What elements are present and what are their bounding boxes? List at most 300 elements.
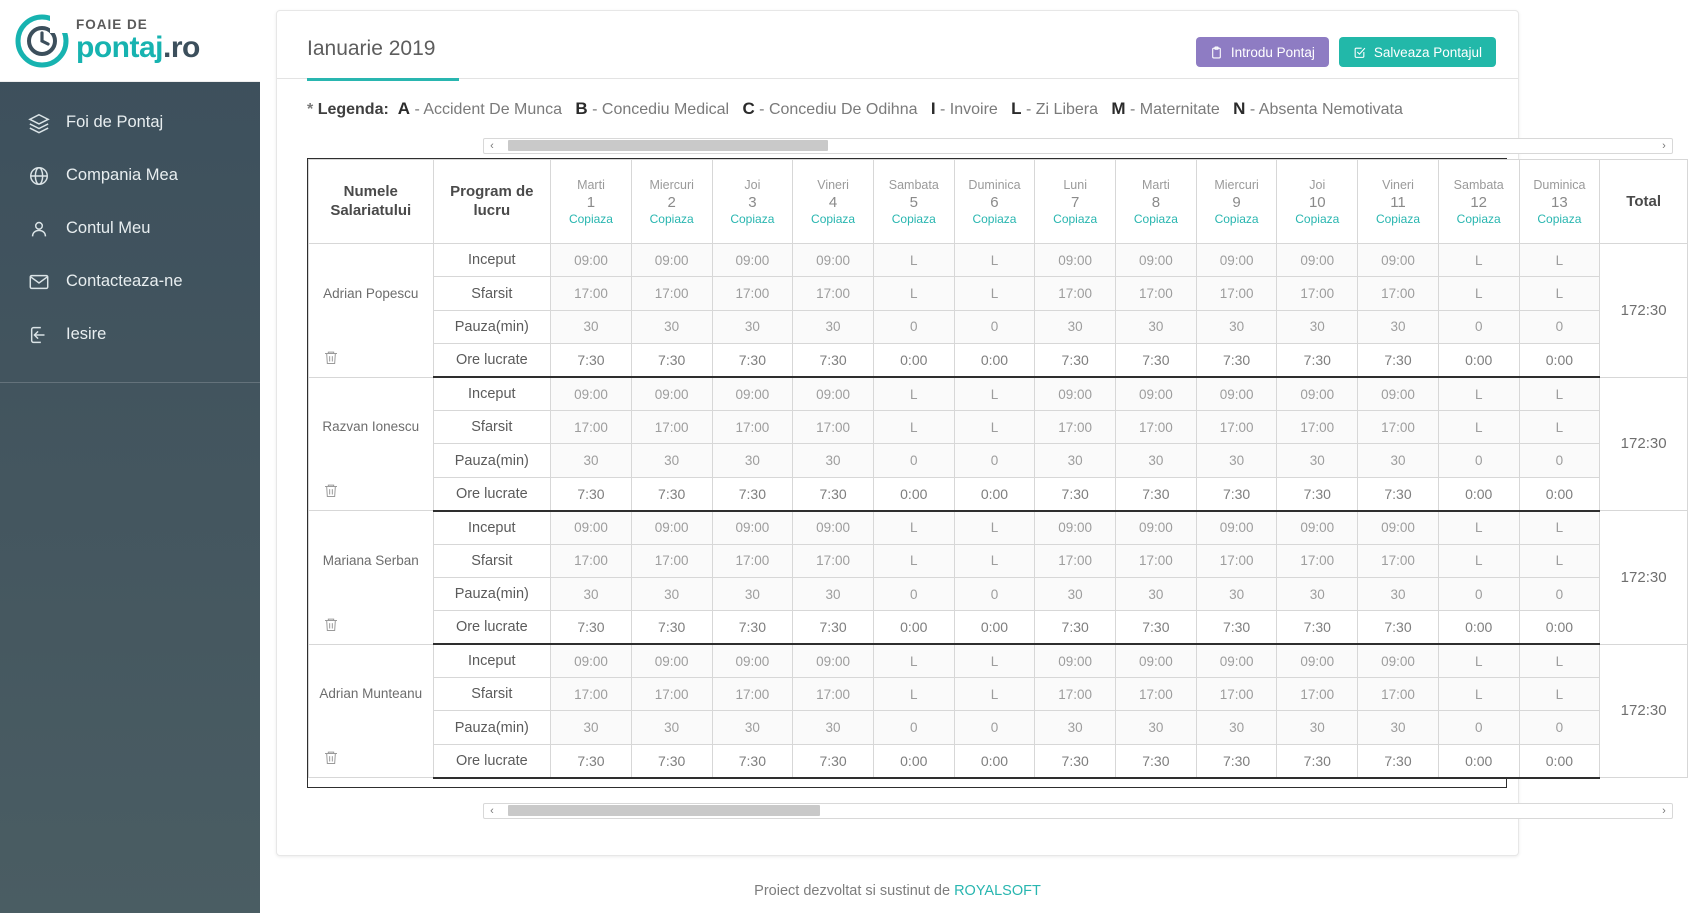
cell-inceput-day-9[interactable]: 09:00 [1196,511,1277,544]
cell-sfarsit-day-7[interactable]: 17:00 [1035,410,1116,443]
day-number: 12 [1470,193,1488,211]
cell-inceput-day-6[interactable]: L [954,644,1035,677]
cell-sfarsit-day-5[interactable]: L [873,678,954,711]
scroll-left-arrow[interactable]: ‹ [490,805,494,817]
cell-inceput-day-13[interactable]: L [1519,377,1600,410]
cell-inceput-day-11[interactable]: 09:00 [1358,511,1439,544]
cell-pauza-day-6[interactable]: 0 [954,577,1035,610]
table-row [309,344,1688,377]
delete-employee-icon[interactable] [323,616,339,636]
legend-text-l: - Zi Libera [1026,101,1099,118]
cell-ore-day-6: 0:00 [954,344,1035,377]
cell-pauza-day-12[interactable]: 0 [1438,711,1519,744]
cell-ore-day-8: 7:30 [1116,344,1197,377]
cell-sfarsit-day-13[interactable]: L [1519,410,1600,443]
cell-sfarsit-day-10[interactable]: 17:00 [1277,678,1358,711]
sidebar-item-label: Contacteaza-ne [66,272,183,290]
legend [307,99,1498,119]
cell-pauza-day-7[interactable]: 30 [1035,577,1116,610]
scroll-thumb[interactable] [508,140,828,151]
footer [260,883,1535,899]
cell-pauza-day-13[interactable]: 0 [1519,577,1600,610]
cell-ore-day-7: 7:30 [1035,477,1116,510]
cell-inceput-day-12[interactable]: L [1438,377,1519,410]
delete-employee-icon[interactable] [323,482,339,502]
cell-pauza-day-9[interactable]: 30 [1196,577,1277,610]
sidebar [0,0,260,913]
cell-pauza-day-5[interactable]: 0 [873,310,954,343]
cell-inceput-day-11[interactable]: 09:00 [1358,244,1439,277]
header-day-11 [1358,160,1439,244]
cell-inceput-day-7[interactable]: 09:00 [1035,244,1116,277]
copiaza-link[interactable]: Copiaza [1456,211,1501,226]
cell-inceput-day-7[interactable]: 09:00 [1035,511,1116,544]
cell-pauza-day-2[interactable]: 30 [631,577,712,610]
cell-sfarsit-day-9[interactable]: 17:00 [1196,277,1277,310]
logo-top-text: FOAIE DE [76,17,148,33]
cell-pauza-day-7[interactable]: 30 [1035,310,1116,343]
sidebar-item-label: Contul Meu [66,219,151,237]
cell-inceput-day-10[interactable]: 09:00 [1277,244,1358,277]
cell-inceput-day-13[interactable]: L [1519,644,1600,677]
day-name: Sambata [888,177,939,192]
cell-sfarsit-day-3[interactable]: 17:00 [712,544,793,577]
scroll-thumb[interactable] [508,805,820,816]
cell-sfarsit-day-11[interactable]: 17:00 [1358,678,1439,711]
cell-sfarsit-day-1[interactable]: 17:00 [551,678,632,711]
cell-inceput-day-10[interactable]: 09:00 [1277,377,1358,410]
cell-pauza-day-6[interactable]: 0 [954,711,1035,744]
cell-inceput-day-2[interactable]: 09:00 [631,377,712,410]
cell-pauza-day-2[interactable]: 30 [631,711,712,744]
cell-inceput-day-8[interactable]: 09:00 [1116,377,1197,410]
cell-sfarsit-day-4[interactable]: 17:00 [793,277,874,310]
copiaza-link[interactable]: Copiaza [568,211,613,226]
cell-pauza-day-12[interactable]: 0 [1438,310,1519,343]
employee-name: Adrian Munteanu [319,686,423,702]
cell-pauza-day-8[interactable]: 30 [1116,577,1197,610]
cell-pauza-day-11[interactable]: 30 [1358,711,1439,744]
cell-sfarsit-day-6[interactable]: L [954,678,1035,711]
cell-pauza-day-11[interactable]: 30 [1358,577,1439,610]
legend-label: Legenda: [317,101,389,118]
cell-ore-day-11: 7:30 [1358,344,1439,377]
cell-sfarsit-day-5[interactable]: L [873,410,954,443]
cell-sfarsit-day-8[interactable]: 17:00 [1116,678,1197,711]
cell-ore-day-4: 7:30 [793,744,874,777]
footer-brand[interactable]: ROYALSOFT [954,883,1041,899]
cell-pauza-day-9[interactable]: 30 [1196,711,1277,744]
cell-pauza-day-7[interactable]: 30 [1035,711,1116,744]
cell-inceput-day-6[interactable]: L [954,377,1035,410]
cell-ore-day-9: 7:30 [1196,744,1277,777]
cell-pauza-day-12[interactable]: 0 [1438,577,1519,610]
employee-name: Adrian Popescu [323,285,419,301]
cell-inceput-day-13[interactable]: L [1519,511,1600,544]
cell-pauza-day-13[interactable]: 0 [1519,310,1600,343]
legend-code-a: A [397,99,410,118]
copiaza-link[interactable]: Copiaza [1537,211,1582,226]
cell-sfarsit-day-9[interactable]: 17:00 [1196,410,1277,443]
cell-ore-day-10: 7:30 [1277,477,1358,510]
cell-pauza-day-1[interactable]: 30 [551,310,632,343]
cell-pauza-day-2[interactable]: 30 [631,444,712,477]
cell-sfarsit-day-4[interactable]: 17:00 [793,410,874,443]
footer-text: Proiect dezvoltat si sustinut de [754,883,955,899]
copiaza-link[interactable]: Copiaza [811,211,856,226]
legend-text-a: - Accident De Munca [414,101,563,118]
cell-sfarsit-day-10[interactable]: 17:00 [1277,410,1358,443]
cell-sfarsit-day-13[interactable]: L [1519,678,1600,711]
table-row [309,511,1688,544]
cell-inceput-day-2[interactable]: 09:00 [631,244,712,277]
cell-inceput-day-5[interactable]: L [873,377,954,410]
cell-ore-day-6: 0:00 [954,744,1035,777]
day-name: Vineri [1382,177,1414,192]
cell-inceput-day-3[interactable]: 09:00 [712,644,793,677]
cell-ore-day-1: 7:30 [551,344,632,377]
sidebar-item-foi-de-pontaj[interactable] [0,96,260,149]
introdu-pontaj-button[interactable] [1196,37,1329,67]
cell-sfarsit-day-1[interactable]: 17:00 [551,277,632,310]
cell-inceput-day-8[interactable]: 09:00 [1116,511,1197,544]
cell-inceput-day-1[interactable]: 09:00 [551,511,632,544]
cell-inceput-day-4[interactable]: 09:00 [793,377,874,410]
cell-pauza-day-9[interactable]: 30 [1196,444,1277,477]
header-day-12 [1438,160,1519,244]
scroll-right-arrow[interactable]: › [1662,140,1666,152]
day-number: 9 [1232,193,1241,211]
sidebar-item-contul-meu[interactable] [0,202,260,255]
cell-ore-day-13: 0:00 [1519,744,1600,777]
cell-pauza-day-10[interactable]: 30 [1277,310,1358,343]
cell-pauza-day-13[interactable]: 0 [1519,711,1600,744]
scroll-left-arrow[interactable]: ‹ [490,140,494,152]
day-number: 4 [828,193,838,211]
cell-pauza-day-7[interactable]: 30 [1035,444,1116,477]
cell-sfarsit-day-5[interactable]: L [873,544,954,577]
copiaza-link[interactable]: Copiaza [891,211,936,226]
employee-total: 172:30 [1600,644,1688,778]
cell-pauza-day-5[interactable]: 0 [873,444,954,477]
cell-pauza-day-1[interactable]: 30 [551,577,632,610]
cell-inceput-day-8[interactable]: 09:00 [1116,244,1197,277]
cell-sfarsit-day-13[interactable]: L [1519,277,1600,310]
cell-pauza-day-6[interactable]: 0 [954,444,1035,477]
legend-text-i: - Invoire [940,101,998,118]
day-name: Joi [1309,177,1326,192]
day-number: 2 [667,193,676,211]
legend-text-b: - Concediu Medical [592,101,730,118]
table-row [309,744,1688,777]
cell-ore-day-6: 0:00 [954,611,1035,644]
cell-inceput-day-8[interactable]: 09:00 [1116,644,1197,677]
scroll-track[interactable] [500,804,1656,818]
salveaza-pontajul-button[interactable] [1339,37,1496,67]
cell-pauza-day-2[interactable]: 30 [631,310,712,343]
day-number: 8 [1151,193,1161,211]
day-number: 6 [990,193,999,211]
day-name: Vineri [817,177,849,192]
cell-pauza-day-8[interactable]: 30 [1116,711,1197,744]
copiaza-link[interactable]: Copiaza [1375,211,1420,226]
row-label-sfarsit: Sfarsit [433,678,551,711]
cell-sfarsit-day-13[interactable]: L [1519,544,1600,577]
copiaza-link[interactable]: Copiaza [649,211,694,226]
cell-pauza-day-8[interactable]: 30 [1116,444,1197,477]
cell-sfarsit-day-9[interactable]: 17:00 [1196,678,1277,711]
layers-icon [28,112,66,134]
logo[interactable] [0,0,260,82]
day-name: Marti [1141,177,1170,192]
cell-pauza-day-4[interactable]: 30 [793,444,874,477]
row-label-pauza: Pauza(min) [433,577,551,610]
cell-inceput-day-7[interactable]: 09:00 [1035,644,1116,677]
cell-ore-day-7: 7:30 [1035,344,1116,377]
cell-pauza-day-13[interactable]: 0 [1519,444,1600,477]
delete-employee-icon[interactable] [323,349,339,369]
employee-name-cell [309,377,434,511]
cell-pauza-day-11[interactable]: 30 [1358,444,1439,477]
legend-code-c: C [742,99,755,118]
cell-inceput-day-12[interactable]: L [1438,244,1519,277]
table-row [309,711,1688,744]
cell-pauza-day-5[interactable]: 0 [873,577,954,610]
cell-sfarsit-day-12[interactable]: L [1438,678,1519,711]
cell-pauza-day-3[interactable]: 30 [712,711,793,744]
copiaza-link[interactable]: Copiaza [1053,211,1098,226]
cell-ore-day-2: 7:30 [631,611,712,644]
table-body [309,244,1688,778]
cell-inceput-day-4[interactable]: 09:00 [793,511,874,544]
row-label-inceput: Inceput [433,244,551,277]
cell-sfarsit-day-2[interactable]: 17:00 [631,410,712,443]
cell-pauza-day-5[interactable]: 0 [873,711,954,744]
cell-inceput-day-3[interactable]: 09:00 [712,244,793,277]
scroll-track[interactable] [500,139,1656,153]
copiaza-link[interactable]: Copiaza [1133,211,1178,226]
header-day-9 [1196,160,1277,244]
cell-sfarsit-day-8[interactable]: 17:00 [1116,410,1197,443]
cell-sfarsit-day-11[interactable]: 17:00 [1358,410,1439,443]
cell-pauza-day-10[interactable]: 30 [1277,711,1358,744]
cell-pauza-day-1[interactable]: 30 [551,711,632,744]
table-head [309,160,1688,244]
cell-pauza-day-12[interactable]: 0 [1438,444,1519,477]
row-label-ore: Ore lucrate [433,477,551,510]
cell-inceput-day-12[interactable]: L [1438,511,1519,544]
cell-sfarsit-day-9[interactable]: 17:00 [1196,544,1277,577]
cell-sfarsit-day-5[interactable]: L [873,277,954,310]
cell-sfarsit-day-1[interactable]: 17:00 [551,410,632,443]
sidebar-nav [0,82,260,361]
cell-sfarsit-day-10[interactable]: 17:00 [1277,544,1358,577]
cell-sfarsit-day-2[interactable]: 17:00 [631,678,712,711]
cell-sfarsit-day-2[interactable]: 17:00 [631,544,712,577]
cell-pauza-day-4[interactable]: 30 [793,711,874,744]
sidebar-item-iesire[interactable] [0,308,260,361]
cell-ore-day-9: 7:30 [1196,477,1277,510]
cell-inceput-day-11[interactable]: 09:00 [1358,644,1439,677]
cell-sfarsit-day-7[interactable]: 17:00 [1035,544,1116,577]
table-row [309,477,1688,510]
cell-sfarsit-day-12[interactable]: L [1438,544,1519,577]
copiaza-link[interactable]: Copiaza [1295,211,1340,226]
cell-inceput-day-10[interactable]: 09:00 [1277,644,1358,677]
sidebar-item-compania-mea[interactable] [0,149,260,202]
cell-inceput-day-4[interactable]: 09:00 [793,644,874,677]
cell-ore-day-12: 0:00 [1438,477,1519,510]
page-title: Ianuarie 2019 [307,37,436,60]
day-name: Duminica [968,177,1021,192]
header-day-7 [1035,160,1116,244]
day-number: 3 [748,193,757,211]
cell-ore-day-2: 7:30 [631,744,712,777]
cell-inceput-day-4[interactable]: 09:00 [793,244,874,277]
copiaza-link[interactable]: Copiaza [730,211,775,226]
row-label-ore: Ore lucrate [433,744,551,777]
header-program: Program de lucru [433,160,551,244]
cell-pauza-day-10[interactable]: 30 [1277,444,1358,477]
cell-pauza-day-11[interactable]: 30 [1358,310,1439,343]
cell-sfarsit-day-6[interactable]: L [954,277,1035,310]
cell-inceput-day-1[interactable]: 09:00 [551,244,632,277]
legend-code-l: L [1011,99,1022,118]
cell-inceput-day-3[interactable]: 09:00 [712,377,793,410]
cell-inceput-day-12[interactable]: L [1438,644,1519,677]
row-label-pauza: Pauza(min) [433,711,551,744]
table-scrollbar-bottom[interactable] [483,803,1673,819]
clipboard-icon [1210,46,1223,59]
cell-ore-day-4: 7:30 [793,344,874,377]
cell-sfarsit-day-2[interactable]: 17:00 [631,277,712,310]
table-row [309,277,1688,310]
cell-pauza-day-1[interactable]: 30 [551,444,632,477]
cell-inceput-day-7[interactable]: 09:00 [1035,377,1116,410]
cell-sfarsit-day-7[interactable]: 17:00 [1035,277,1116,310]
cell-ore-day-13: 0:00 [1519,344,1600,377]
cell-inceput-day-13[interactable]: L [1519,244,1600,277]
sidebar-item-label: Compania Mea [66,166,178,184]
user-icon [28,218,66,240]
legend-code-m: M [1111,99,1126,118]
cell-sfarsit-day-11[interactable]: 17:00 [1358,277,1439,310]
sidebar-item-contacteaza-ne[interactable] [0,255,260,308]
cell-inceput-day-6[interactable]: L [954,511,1035,544]
table-scrollbar-top[interactable] [483,138,1673,154]
cell-inceput-day-9[interactable]: 09:00 [1196,377,1277,410]
scroll-right-arrow[interactable]: › [1662,805,1666,817]
cell-sfarsit-day-3[interactable]: 17:00 [712,678,793,711]
cell-pauza-day-9[interactable]: 30 [1196,310,1277,343]
cell-inceput-day-1[interactable]: 09:00 [551,377,632,410]
table-row [309,444,1688,477]
day-name: Duminica [1533,177,1586,192]
header-day-3 [712,160,793,244]
cell-ore-day-8: 7:30 [1116,477,1197,510]
copiaza-link[interactable]: Copiaza [1214,211,1259,226]
cell-inceput-day-9[interactable]: 09:00 [1196,644,1277,677]
cell-inceput-day-3[interactable]: 09:00 [712,511,793,544]
cell-inceput-day-5[interactable]: L [873,511,954,544]
cell-ore-day-1: 7:30 [551,477,632,510]
cell-pauza-day-3[interactable]: 30 [712,444,793,477]
cell-inceput-day-5[interactable]: L [873,244,954,277]
table-row [309,678,1688,711]
table-row [309,544,1688,577]
check-square-icon [1353,46,1366,59]
header-day-6 [954,160,1035,244]
table-row [309,377,1688,410]
mail-icon [28,271,66,293]
cell-sfarsit-day-4[interactable]: 17:00 [793,544,874,577]
legend-star: * [307,101,314,118]
cell-pauza-day-10[interactable]: 30 [1277,577,1358,610]
cell-inceput-day-11[interactable]: 09:00 [1358,377,1439,410]
cell-inceput-day-2[interactable]: 09:00 [631,511,712,544]
cell-inceput-day-10[interactable]: 09:00 [1277,511,1358,544]
cell-sfarsit-day-3[interactable]: 17:00 [712,277,793,310]
cell-ore-day-1: 7:30 [551,611,632,644]
day-number: 10 [1308,193,1326,211]
cell-ore-day-8: 7:30 [1116,744,1197,777]
cell-pauza-day-3[interactable]: 30 [712,577,793,610]
cell-inceput-day-5[interactable]: L [873,644,954,677]
row-label-inceput: Inceput [433,644,551,677]
cell-sfarsit-day-8[interactable]: 17:00 [1116,544,1197,577]
copiaza-link[interactable]: Copiaza [972,211,1017,226]
cell-sfarsit-day-11[interactable]: 17:00 [1358,544,1439,577]
day-number: 13 [1551,193,1568,211]
cell-inceput-day-1[interactable]: 09:00 [551,644,632,677]
sidebar-item-label: Foi de Pontaj [66,113,164,131]
cell-sfarsit-day-3[interactable]: 17:00 [712,410,793,443]
cell-pauza-day-4[interactable]: 30 [793,310,874,343]
cell-pauza-day-8[interactable]: 30 [1116,310,1197,343]
sidebar-item-label: Iesire [66,325,107,343]
cell-sfarsit-day-12[interactable]: L [1438,277,1519,310]
cell-pauza-day-4[interactable]: 30 [793,577,874,610]
cell-inceput-day-6[interactable]: L [954,244,1035,277]
cell-sfarsit-day-10[interactable]: 17:00 [1277,277,1358,310]
timesheet-card [276,10,1667,856]
cell-inceput-day-9[interactable]: 09:00 [1196,244,1277,277]
legend-text-n: - Absenta Nemotivata [1249,101,1403,118]
cell-sfarsit-day-12[interactable]: L [1438,410,1519,443]
row-label-inceput: Inceput [433,377,551,410]
salveaza-pontajul-label: Salveaza Pontajul [1373,44,1482,60]
globe-icon [28,165,66,187]
legend-code-n: N [1233,99,1246,118]
delete-employee-icon[interactable] [323,749,339,769]
cell-sfarsit-day-6[interactable]: L [954,410,1035,443]
logo-name: pontaj [76,30,163,64]
cell-pauza-day-6[interactable]: 0 [954,310,1035,343]
cell-sfarsit-day-6[interactable]: L [954,544,1035,577]
cell-pauza-day-3[interactable]: 30 [712,310,793,343]
cell-sfarsit-day-7[interactable]: 17:00 [1035,678,1116,711]
cell-inceput-day-2[interactable]: 09:00 [631,644,712,677]
cell-sfarsit-day-8[interactable]: 17:00 [1116,277,1197,310]
cell-sfarsit-day-4[interactable]: 17:00 [793,678,874,711]
cell-sfarsit-day-1[interactable]: 17:00 [551,544,632,577]
logo-icon [14,13,70,69]
table-row [309,244,1688,277]
header-total: Total [1600,160,1688,244]
employee-name: Mariana Serban [322,552,419,568]
row-label-sfarsit: Sfarsit [433,410,551,443]
cell-ore-day-5: 0:00 [873,477,954,510]
